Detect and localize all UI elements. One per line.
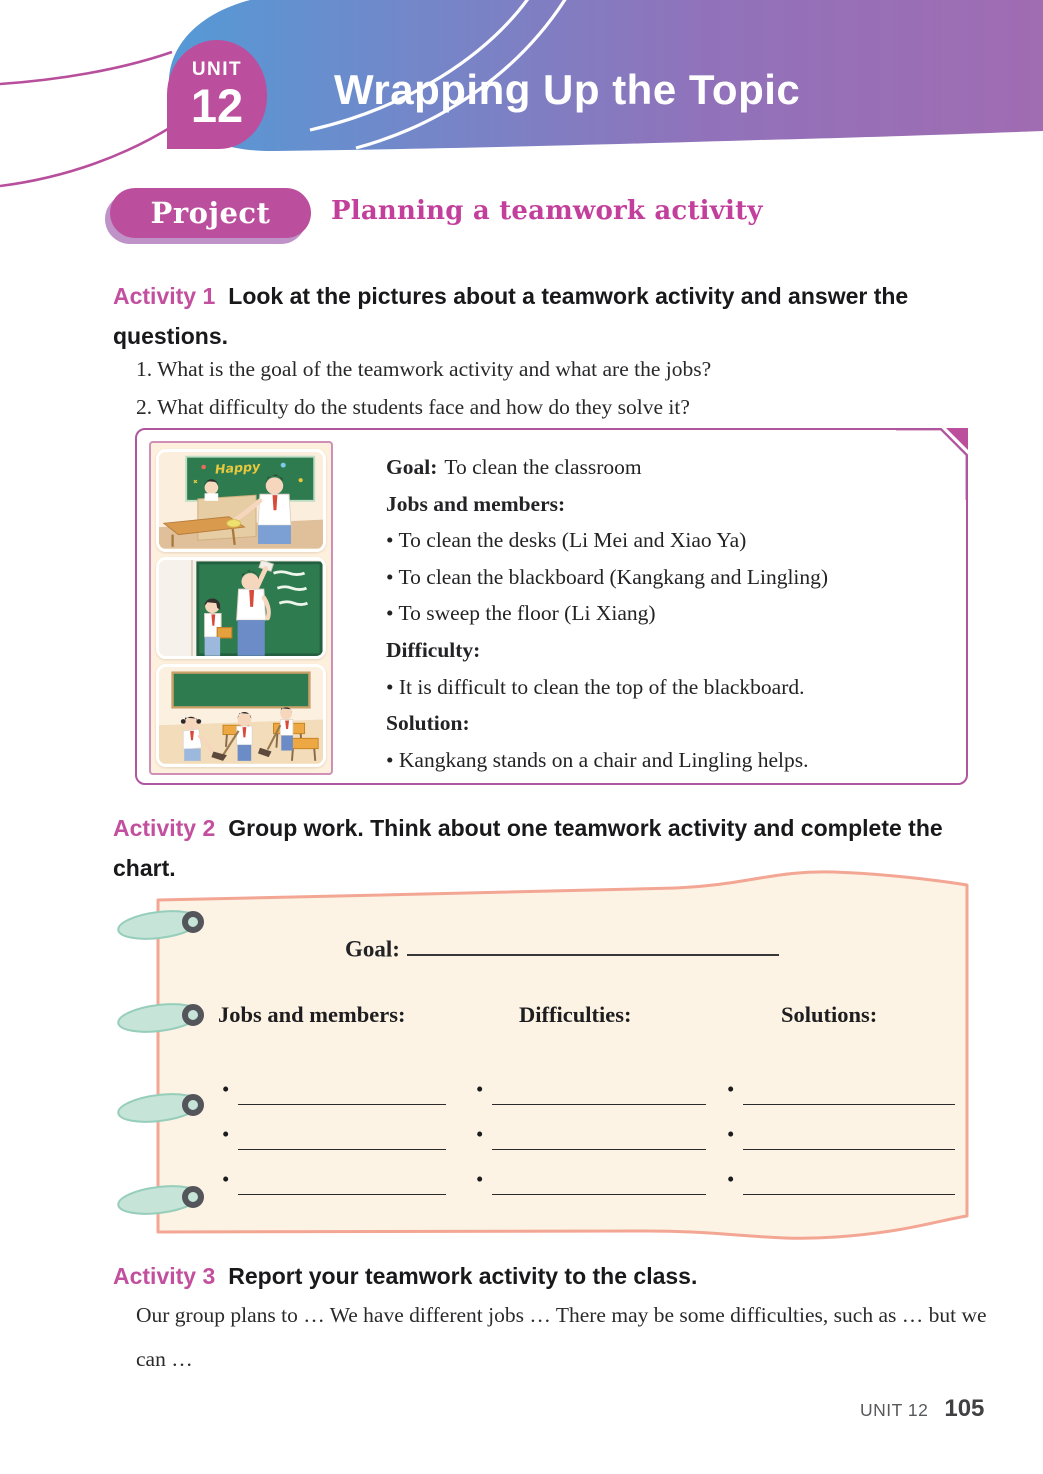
- write-in-blank: [492, 1104, 706, 1150]
- bullet-marker: •: [476, 1167, 484, 1191]
- question-list: [136, 351, 976, 426]
- goal-value: To clean the classroom: [444, 455, 642, 479]
- write-in-blank: [743, 1104, 955, 1150]
- write-in-blank: [238, 1059, 446, 1105]
- blank-line: [476, 1060, 706, 1105]
- difficulty-label: Difficulty:: [386, 637, 481, 662]
- blank-line: [476, 1105, 706, 1150]
- unit-label: UNIT: [191, 59, 243, 80]
- question-2: 2. What difficulty do the students face and how do they solve it?: [136, 394, 690, 419]
- activity-3-label: Activity 3: [113, 1263, 216, 1289]
- write-in-blank: [743, 1149, 955, 1195]
- activity-1-label: Activity 1: [113, 283, 216, 309]
- example-box: [135, 428, 968, 785]
- bullet-marker: •: [727, 1122, 735, 1146]
- activity-2-label: Activity 2: [113, 815, 216, 841]
- blank-line: [222, 1150, 446, 1195]
- page-title: Wrapping Up the Topic: [334, 66, 801, 113]
- bullet-marker: •: [476, 1122, 484, 1146]
- section-title: Planning a teamwork activity: [331, 196, 763, 226]
- blank-column-solutions: [727, 1060, 955, 1195]
- page-footer: [860, 1395, 984, 1423]
- unit-badge: [167, 40, 267, 149]
- picture-students-sweeping-floor: [156, 664, 326, 767]
- chart-goal-label: Goal:: [345, 936, 400, 962]
- solution-label: Solution:: [386, 711, 470, 736]
- jobs-label: Jobs and members:: [386, 491, 566, 516]
- example-goal-line: [386, 449, 961, 486]
- picture-students-cleaning-desks: [156, 449, 326, 552]
- goal-label: Goal:: [386, 455, 438, 479]
- blank-line: [222, 1105, 446, 1150]
- blank-line: [727, 1060, 955, 1105]
- blank-line: [222, 1060, 446, 1105]
- activity-3-instruction: Report your teamwork activity to the class.: [228, 1263, 698, 1289]
- page-number: 105: [944, 1395, 985, 1422]
- blank-line: [476, 1150, 706, 1195]
- picture-students-cleaning-blackboard: [156, 557, 326, 660]
- job-item-3: • To sweep the floor (Li Xiang): [386, 601, 656, 626]
- project-badge: [110, 188, 311, 238]
- left-accent-curve-2: [0, 120, 182, 186]
- column-header-solutions: Solutions:: [781, 1002, 878, 1027]
- bullet-marker: •: [727, 1077, 735, 1101]
- svg-text:Happy: Happy: [214, 458, 261, 477]
- activity-3-heading: [113, 1256, 993, 1296]
- footer-unit-label: UNIT 12: [860, 1400, 929, 1420]
- write-in-blank: [238, 1149, 446, 1195]
- chart-goal-blank: [407, 929, 779, 956]
- activity-1-heading: [113, 276, 975, 356]
- left-accent-curve-1: [0, 52, 172, 84]
- bullet-marker: •: [476, 1077, 484, 1101]
- column-header-jobs: Jobs and members:: [218, 1002, 406, 1027]
- blank-column-difficulties: [476, 1060, 706, 1195]
- activity-2-instruction: Group work. Think about one teamwork activity and complete the chart.: [113, 815, 943, 881]
- job-item-1: • To clean the desks (Li Mei and Xiao Ya): [386, 528, 747, 553]
- picture-panel: [149, 441, 333, 775]
- column-header-difficulties: Difficulties:: [519, 1002, 632, 1027]
- unit-number: 12: [190, 79, 244, 132]
- blank-line: [727, 1150, 955, 1195]
- question-1: 1. What is the goal of the teamwork activity and what are the jobs?: [136, 357, 712, 381]
- report-prompt: Our group plans to … We have different jobs … There may be some difficulties, such as … but we can …: [136, 1303, 987, 1371]
- write-in-blank: [492, 1149, 706, 1195]
- job-item-2: • To clean the blackboard (Kangkang and Lingling): [386, 564, 829, 589]
- write-in-blank: [492, 1059, 706, 1105]
- bullet-marker: •: [222, 1077, 230, 1101]
- bullet-marker: •: [222, 1167, 230, 1191]
- write-in-blank: [238, 1104, 446, 1150]
- bullet-marker: •: [222, 1122, 230, 1146]
- activity-1-instruction: Look at the pictures about a teamwork activity and answer the questions.: [113, 283, 909, 349]
- write-in-blank: [743, 1059, 955, 1105]
- bullet-marker: •: [727, 1167, 735, 1191]
- chart-goal-row: [345, 929, 779, 962]
- example-text: [386, 449, 961, 778]
- difficulty-item: • It is difficult to clean the top of the blackboard.: [386, 674, 805, 699]
- project-badge-label: Project: [150, 196, 271, 230]
- blank-column-jobs: [222, 1060, 446, 1195]
- blank-line: [727, 1105, 955, 1150]
- solution-item: • Kangkang stands on a chair and Lingling helps.: [386, 747, 809, 772]
